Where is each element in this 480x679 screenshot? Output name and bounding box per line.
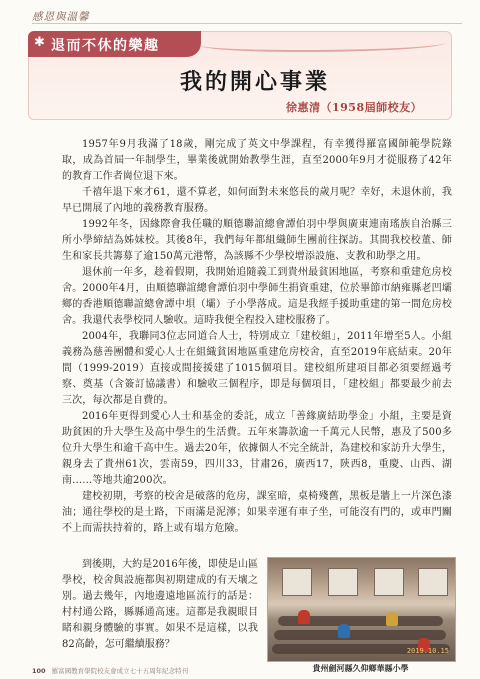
- paragraph: 建校初期，考察的校舍是破落的危房，課室暗，桌椅殘舊，黑板是牆上一片深色漆油；通往學校的是土路，下雨滿是泥濘；如果幸運有車子坐，可能沒有門的，或車門關不上而需扶持着的，路上或有塌方危險。: [62, 491, 452, 534]
- author-byline: 徐惠清（1958屆師校友）: [286, 101, 423, 114]
- top-divider: [32, 23, 462, 24]
- paragraph: 2016年更得到愛心人士和基金的委託，成立「善緣廣結助學金」小組，主要是資助貧困的升大學生及高中學生的生活費。五年來籌款逾一千萬元人民幣，惠及了500多位升大學生和逾千高中生。過去20年，依據個人不完全統計，為建校和家訪升大學生，親身去了貴州61次，雲南59，四川33，甘肅26，廣西17，陝西8，重慶、山西、湖南……等地共逾200次。: [62, 411, 452, 486]
- photo-caption: 貴州劍河縣久仰鄉華縣小學: [312, 663, 409, 673]
- page-footer: [32, 666, 188, 675]
- window-shape: [374, 568, 404, 596]
- section-label: 感恩與溫馨: [32, 11, 90, 23]
- column-title: 退而不休的樂趣: [51, 38, 160, 54]
- article-closing-paragraph: [62, 557, 258, 653]
- classroom-photo: [267, 557, 456, 662]
- paragraph: 1992年冬，因緣際會我任職的順德聯誼總會譚伯羽中學與廣東連南瑤族自治縣三所小學締結為姊妹校。其後8年，我們每年都組織師生團前往探訪。其間我校校董、師生和家長共籌募了逾150萬元港幣，為該縣不少學校增添設施、支教和助學之用。: [62, 219, 452, 262]
- paragraph: 退休前一年多，趁着假期，我開始追隨義工到貴州最貧困地區，考察和重建危房校舍。2000年4月，由順德聯誼總會譚伯羽中學師生捐資重建，位於畢節市納雍縣老凹壩鄉的香港順德聯誼總會譚中垻（壩）子小學落成。這是我經手援助重建的第一間危房校舍。我還代表學校同人驗收。這時我便全程投入建校服務了。: [62, 267, 452, 326]
- paragraph: 1957年9月我滿了18歲，剛完成了英文中學課程，有幸獲得羅富國師範學院錄取，成為首屆一年制學生，畢業後就開始教學生涯，直至2000年9月才從服務了42年的教育工作者崗位退下來。: [62, 139, 452, 182]
- window-shape: [328, 568, 358, 596]
- paragraph: 千禧年退下來才61，還不算老，如何面對未來悠長的歲月呢？幸好，未退休前，我早已開展了內地的義務教育服務。: [62, 187, 452, 214]
- page-number: 100: [32, 667, 46, 675]
- student-figure: [338, 624, 350, 638]
- paragraph: 2004年，我聯同3位志同道合人士，特別成立「建校組」，2011年增至5人。小組義務為慈善團體和愛心人士在組織貧困地區重建危房校舍，直至2019年底結束。20年間（1999-2019）直接或間接援建了1015個項目。建校組所建項目都必須要經過考察、奠基（含簽訂協議書）和驗收三個程序，即是每個項目，「建校組」都要最少前去三次，每次都是自費的。: [62, 331, 452, 406]
- article-body: [62, 137, 452, 537]
- photo-date-stamp: 2019.10.15: [406, 647, 449, 655]
- publication-name: 羅富國教育學院校友會成立七十五周年紀念特刊: [51, 667, 189, 675]
- asterisk-icon: ✱: [34, 35, 45, 50]
- student-figure: [386, 612, 398, 626]
- window-shape: [418, 568, 448, 596]
- window-shape: [282, 568, 312, 596]
- paragraph: 到後期，大約是2016年後，即使是山區學校，校舍與設施都與初期建成的有天壤之別。過去幾年，內地邊遠地區流行的話是：村村通公路，縣縣通高速。這都是我親眼目睹和親身體驗的事實。如果不是這樣，以我82高齡，怎可繼續服務？: [62, 559, 258, 650]
- article-title: 我的開心事業: [179, 69, 330, 95]
- column-banner: [28, 31, 201, 57]
- student-figure: [298, 610, 310, 624]
